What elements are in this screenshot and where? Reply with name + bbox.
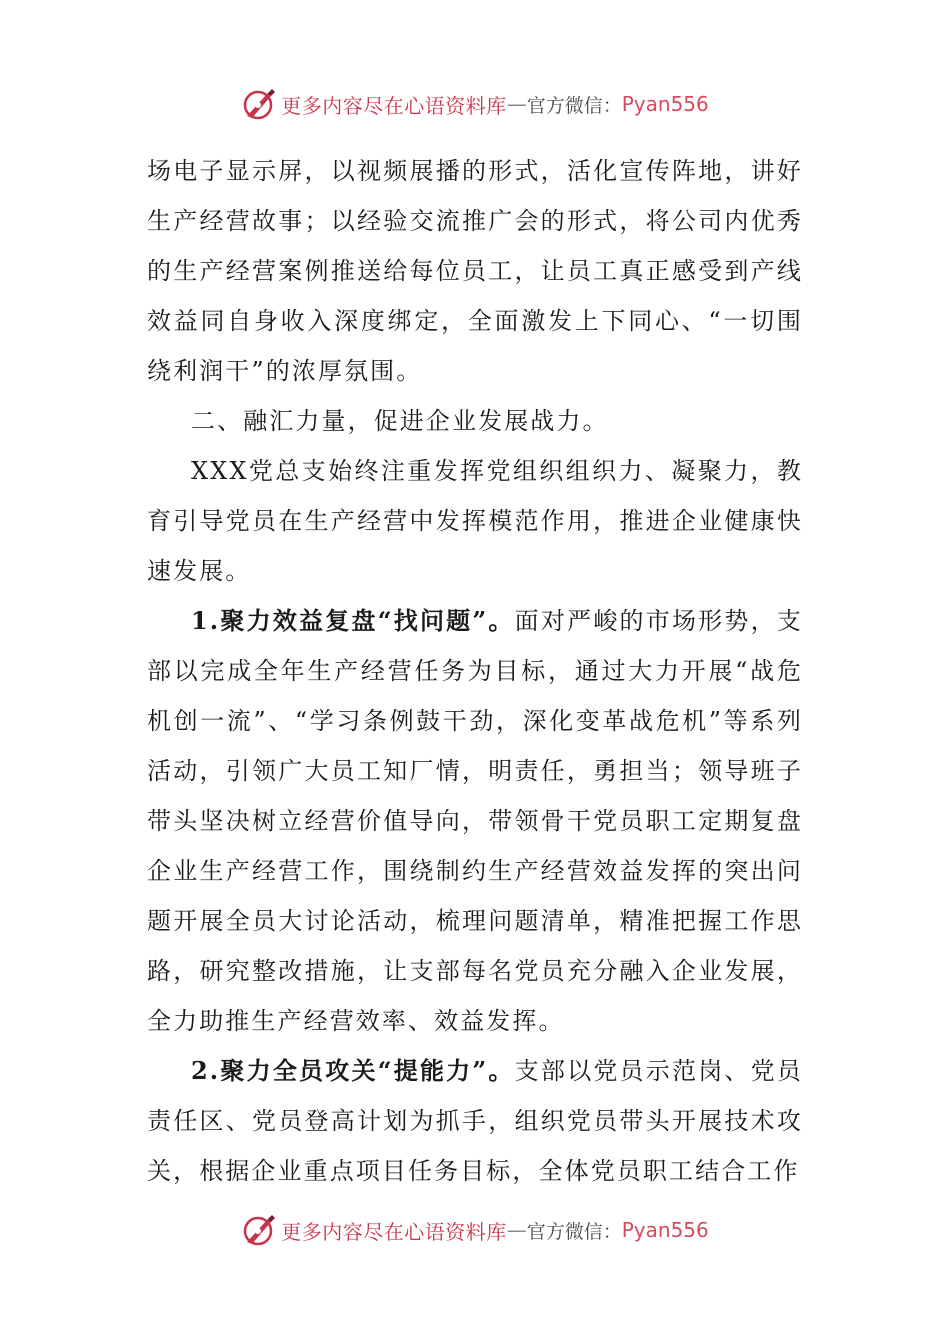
banner-wechat-id: Pyan556 <box>621 92 709 116</box>
item-2-text: 支部以党员示范岗、党员责任区、党员登高计划为抓手，组织党员带头开展技术攻关，根据企业重点项目任务目标，全体党员职工结合工作 <box>147 1057 803 1185</box>
document-body <box>147 146 803 1196</box>
paragraph-continuation: 场电子显示屏，以视频展播的形式，活化宣传阵地，讲好生产经营故事；以经验交流推广会的形式，将公司内优秀的生产经营案例推送给每位员工，让员工真正感受到产线效益同自身收入深度绑定，全面激发上下同心、“一切围绕利润干”的浓厚氛围。 <box>147 157 803 385</box>
footer-banner <box>0 1210 950 1250</box>
section-intro-paragraph: XXX党总支始终注重发挥党组织组织力、凝聚力，教育引导党员在生产经营中发挥模范作用，推进企业健康快速发展。 <box>147 457 803 585</box>
item-1-text: 面对严峻的市场形势，支部以完成全年生产经营任务为目标，通过大力开展“战危机创一流”、“学习条例鼓干劲，深化变革战危机”等系列活动，引领广大员工知厂情，明责任，勇担当；领导班子带头坚决树立经营价值导向，带领骨干党员职工定期复盘企业生产经营工作，围绕制约生产经营效益发挥的突出问题开展全员大讨论活动，梳理问题清单，精准把握工作思路，研究整改措施，让支部每名党员充分融入企业发展，全力助推生产经营效率、效益发挥。 <box>147 607 803 1035</box>
banner-separator: — <box>506 1218 527 1242</box>
item-1-heading: 1.聚力效益复盘“找问题”。 <box>191 606 515 635</box>
pen-circle-logo-icon <box>241 86 277 122</box>
banner-wechat-label: 官方微信： <box>526 1220 622 1243</box>
item-1-paragraph <box>147 596 803 1046</box>
banner-wechat-id: Pyan556 <box>621 1218 709 1242</box>
section-heading: 二、融汇力量，促进企业发展战力。 <box>191 407 609 435</box>
header-banner <box>0 84 950 124</box>
pen-circle-logo-icon <box>241 1212 277 1248</box>
banner-separator: — <box>506 92 527 116</box>
banner-brand-text: 更多内容尽在心语资料库 <box>281 1219 507 1244</box>
banner-wechat-label: 官方微信： <box>526 94 622 117</box>
banner-brand-text: 更多内容尽在心语资料库 <box>281 93 507 118</box>
item-2-paragraph <box>147 1046 803 1196</box>
item-2-heading: 2.聚力全员攻关“提能力”。 <box>191 1056 515 1085</box>
